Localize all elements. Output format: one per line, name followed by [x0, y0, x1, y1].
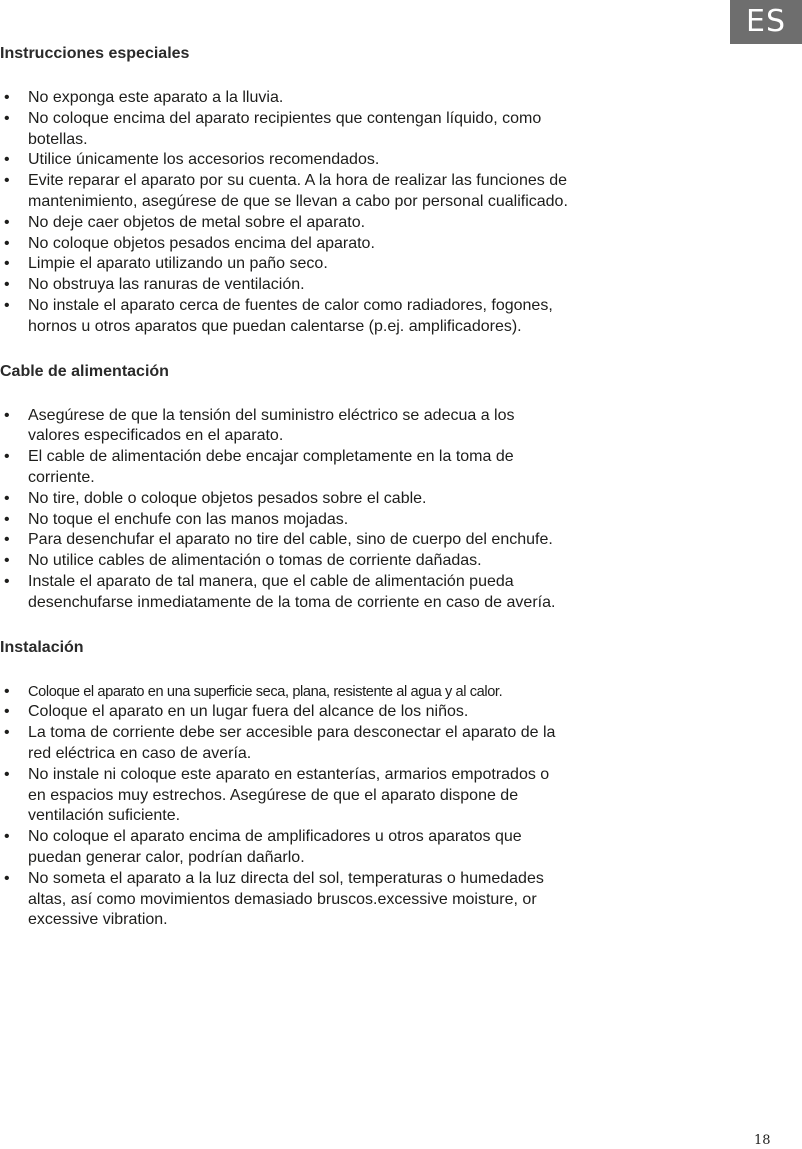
list-item: • Coloque el aparato en una superficie seca, plana, resistente al agua y al calor.: [0, 682, 570, 703]
section-title-instrucciones-especiales: Instrucciones especiales: [0, 45, 190, 62]
list-item: • No instale ni coloque este aparato en estanterías, armarios empotrados o en espacios muy estrechos. Asegúrese de que el aparato dispone de ventilación suficiente.: [0, 765, 570, 827]
bullet-list-instalacion: [0, 682, 570, 932]
list-item: • La toma de corriente debe ser accesible para desconectar el aparato de la red eléctrica en caso de avería.: [0, 723, 570, 765]
bullet-list-instrucciones-especiales: [0, 88, 570, 338]
list-item: • No tire, doble o coloque objetos pesados sobre el cable.: [0, 489, 570, 510]
list-item: • No obstruya las ranuras de ventilación.: [0, 275, 570, 296]
list-item: • No toque el enchufe con las manos mojadas.: [0, 510, 570, 531]
list-item: • No instale el aparato cerca de fuentes de calor como radiadores, fogones, hornos u otros aparatos que puedan calentarse (p.ej. amplificadores).: [0, 296, 570, 338]
language-tab: ES: [730, 0, 802, 44]
list-item: • No deje caer objetos de metal sobre el aparato.: [0, 213, 570, 234]
list-item: • Coloque el aparato en un lugar fuera del alcance de los niños.: [0, 702, 570, 723]
list-item: • No coloque objetos pesados encima del aparato.: [0, 234, 570, 255]
list-item: • No coloque encima del aparato recipientes que contengan líquido, como botellas.: [0, 109, 570, 151]
list-item: • No someta el aparato a la luz directa del sol, temperaturas o humedades altas, así como movimientos demasiado bruscos.excessive moisture, or excessive vibration.: [0, 869, 570, 931]
section-title-instalacion: Instalación: [0, 638, 84, 656]
list-item: • Instale el aparato de tal manera, que el cable de alimentación pueda desenchufarse inmediatamente de la toma de corriente en caso de avería.: [0, 572, 570, 614]
list-item: • Limpie el aparato utilizando un paño seco.: [0, 254, 570, 275]
page-number: 18: [754, 1133, 771, 1148]
list-item: • No utilice cables de alimentación o tomas de corriente dañadas.: [0, 551, 570, 572]
list-item: • Evite reparar el aparato por su cuenta. A la hora de realizar las funciones de mantenimiento, asegúrese de que se llevan a cabo por personal cualificado.: [0, 171, 570, 213]
list-item: • Utilice únicamente los accesorios recomendados.: [0, 150, 570, 171]
list-item: • Asegúrese de que la tensión del suministro eléctrico se adecua a los valores especificados en el aparato.: [0, 406, 570, 448]
list-item: • No coloque el aparato encima de amplificadores u otros aparatos que puedan generar calor, podrían dañarlo.: [0, 827, 570, 869]
bullet-list-cable-de-alimentacion: [0, 406, 570, 614]
list-item: • Para desenchufar el aparato no tire del cable, sino de cuerpo del enchufe.: [0, 530, 570, 551]
document-body: [0, 40, 570, 931]
section-title-cable-de-alimentacion: Cable de alimentación: [0, 362, 169, 380]
list-item: • El cable de alimentación debe encajar completamente en la toma de corriente.: [0, 447, 570, 489]
list-item: • No exponga este aparato a la lluvia.: [0, 88, 570, 109]
